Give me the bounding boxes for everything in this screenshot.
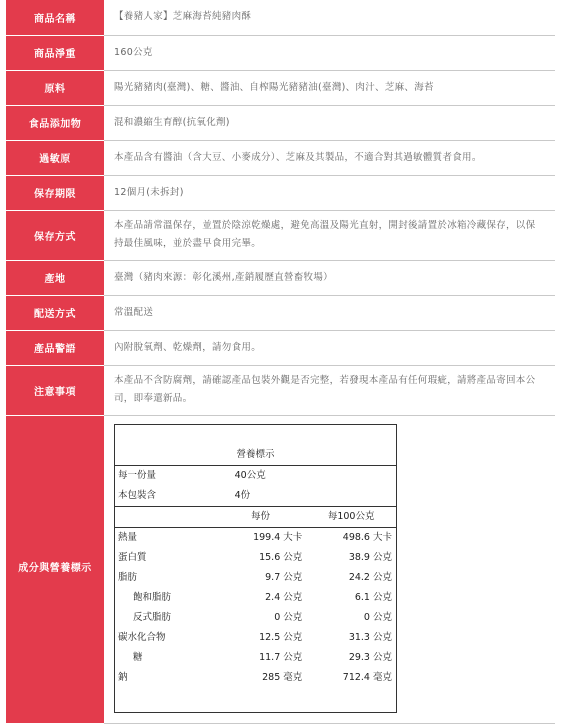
spec-row-warning bbox=[6, 330, 555, 365]
nutrient-per-100g: 6.1 公克 bbox=[354, 591, 392, 603]
spec-value: 混和濃縮生育醇(抗氧化劑) bbox=[104, 105, 555, 140]
spec-label: 保存方式 bbox=[6, 210, 104, 260]
spec-label: 商品淨重 bbox=[6, 35, 104, 70]
nutrition-cell bbox=[104, 415, 555, 723]
spec-row-weight bbox=[6, 35, 555, 70]
nutrient-per-serving: 0 公克 bbox=[274, 611, 303, 623]
nutrient-per-serving: 11.7 公克 bbox=[259, 651, 303, 663]
servings-value: 4份 bbox=[234, 489, 251, 501]
spec-value: 臺灣（豬肉來源：彰化溪州,產銷履歷直營畜牧場） bbox=[104, 260, 555, 295]
nutrient-name: 脂肪 bbox=[118, 571, 138, 583]
nutrient-per-100g: 712.4 毫克 bbox=[342, 671, 392, 683]
nutrient-per-100g: 29.3 公克 bbox=[348, 651, 392, 663]
spec-label: 食品添加物 bbox=[6, 105, 104, 140]
nutrient-per-serving: 285 毫克 bbox=[262, 671, 303, 683]
spec-value: 【養豬人家】芝麻海苔純豬肉酥 bbox=[104, 0, 555, 35]
spec-value: 常溫配送 bbox=[104, 295, 555, 330]
nutrient-name: 糖 bbox=[133, 651, 143, 663]
nutrition-facts-table bbox=[114, 424, 397, 713]
spec-label: 配送方式 bbox=[6, 295, 104, 330]
spec-row-nutrition bbox=[6, 415, 555, 723]
spec-row-shelf-life bbox=[6, 175, 555, 210]
spec-label: 原料 bbox=[6, 70, 104, 105]
col-per-100g: 每100公克 bbox=[306, 506, 396, 527]
col-per-serving: 每份 bbox=[215, 506, 307, 527]
spec-row-origin bbox=[6, 260, 555, 295]
nutrient-per-serving: 199.4 大卡 bbox=[215, 527, 307, 548]
nutrient-name: 蛋白質 bbox=[118, 551, 147, 563]
nutrient-name: 鈉 bbox=[118, 671, 128, 683]
nutrient-per-100g: 31.3 公克 bbox=[348, 631, 392, 643]
nutrient-per-serving: 15.6 公克 bbox=[259, 551, 303, 563]
spec-value: 本產品請常溫保存，並置於陰涼乾燥處，避免高溫及陽光直射，開封後請置於冰箱冷藏保存，以保持最佳風味，並於盡早食用完畢。 bbox=[104, 210, 555, 260]
spec-label: 產品警語 bbox=[6, 330, 104, 365]
spec-value: 陽光豬豬肉(臺灣)、糖、醬油、自榨陽光豬豬油(臺灣)、肉汁、芝麻、海苔 bbox=[104, 70, 555, 105]
spec-label: 保存期限 bbox=[6, 175, 104, 210]
spec-value: 內附脫氧劑、乾燥劑，請勿食用。 bbox=[104, 330, 555, 365]
nutrient-per-serving: 2.4 公克 bbox=[265, 591, 303, 603]
spec-row-delivery bbox=[6, 295, 555, 330]
nutrient-name: 反式脂肪 bbox=[133, 611, 172, 623]
spec-label: 產地 bbox=[6, 260, 104, 295]
nutrition-title: 營養標示 bbox=[115, 445, 397, 466]
spec-row-notice bbox=[6, 365, 555, 415]
nutrient-per-100g: 498.6 大卡 bbox=[306, 527, 396, 548]
nutrient-name: 飽和脂肪 bbox=[133, 591, 172, 603]
spec-label: 過敏原 bbox=[6, 140, 104, 175]
spec-value: 160公克 bbox=[104, 35, 555, 70]
spec-value: 12個月(未拆封) bbox=[104, 175, 555, 210]
nutrient-per-serving: 9.7 公克 bbox=[265, 571, 303, 583]
nutrient-per-100g: 0 公克 bbox=[363, 611, 392, 623]
serving-size-value: 40公克 bbox=[234, 469, 266, 481]
nutrient-name: 碳水化合物 bbox=[118, 631, 166, 643]
nutrient-per-100g: 24.2 公克 bbox=[348, 571, 392, 583]
spec-row-ingredients bbox=[6, 70, 555, 105]
serving-size-label: 每一份量 bbox=[118, 469, 157, 481]
nutrient-per-serving: 12.5 公克 bbox=[259, 631, 303, 643]
spec-label: 注意事項 bbox=[6, 365, 104, 415]
spec-row-additives bbox=[6, 105, 555, 140]
spec-value: 本產品不含防腐劑，請確認產品包裝外觀是否完整，若發現本產品有任何瑕疵，請將產品寄回本公司，即奉還新品。 bbox=[104, 365, 555, 415]
nutrient-per-100g: 38.9 公克 bbox=[348, 551, 392, 563]
spec-row-name bbox=[6, 0, 555, 35]
servings-label: 本包裝含 bbox=[118, 489, 157, 501]
nutrient-name: 熱量 bbox=[115, 527, 215, 548]
spec-row-storage bbox=[6, 210, 555, 260]
product-spec-table bbox=[6, 0, 555, 724]
spec-row-allergen bbox=[6, 140, 555, 175]
spec-value: 本產品含有醬油（含大豆、小麥成分）、芝麻及其製品，不適合對其過敏體質者食用。 bbox=[104, 140, 555, 175]
spec-label: 商品名稱 bbox=[6, 0, 104, 35]
spec-label: 成分與營養標示 bbox=[6, 415, 104, 723]
